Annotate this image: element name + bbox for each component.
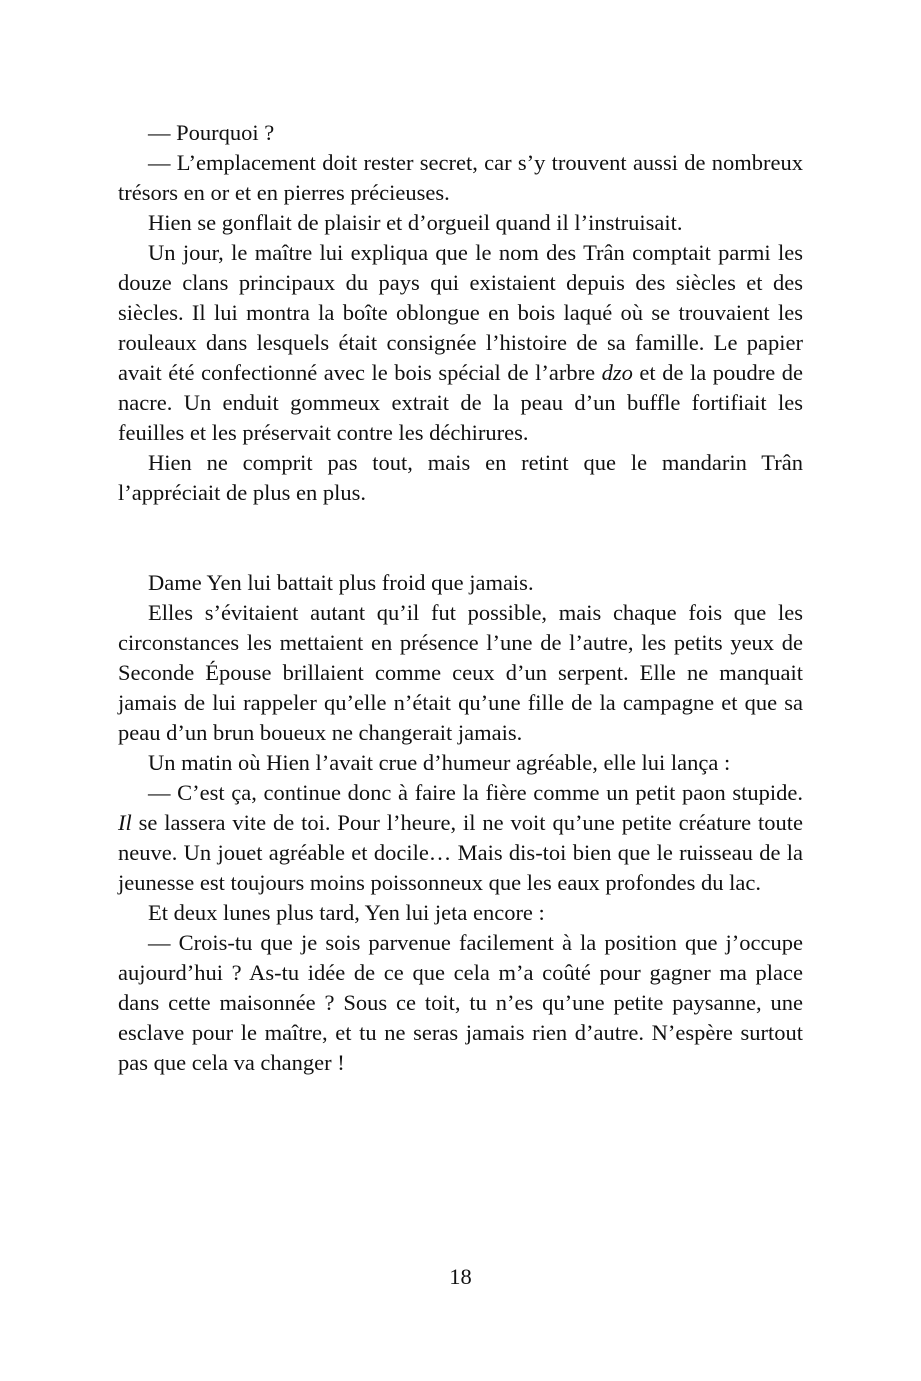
paragraph [118, 238, 803, 448]
text-run: et de la poudre de nacre. Un enduit gommeux extrait de la peau d’un buffle fortifiait les feuilles et les préservait contre les déchirures. [118, 360, 803, 445]
paragraph: Hien se gonflait de plaisir et d’orgueil quand il l’instruisait. [148, 210, 683, 235]
text-run: — C’est ça, continue donc à faire la fière comme un petit paon stupide. [148, 780, 803, 805]
text-run: Un jour, le maître lui expliqua que le nom des Trân comptait parmi les douze clans principaux du pays qui existaient depuis des siècles et des siècles. Il lui montra la boîte oblongue en bois laqué où se trouvaient les rouleaux dans lesquels était consignée l’histoire de sa famille. Le papier avait été confectionné avec le bois spécial de l’arbre [118, 240, 803, 385]
section-break [118, 508, 803, 568]
italic-word: dzo [601, 360, 633, 385]
section-1 [118, 118, 803, 508]
section-2 [118, 568, 803, 1078]
paragraph: Elles s’évitaient autant qu’il fut possible, mais chaque fois que les circonstances les mettaient en présence l’une de l’autre, les petits yeux de Seconde Épouse brillaient comme ceux d’un serpent. Elle ne manquait jamais de lui rappeler qu’elle n’était qu’une fille de la campagne et que sa peau d’un brun boueux ne changerait jamais. [118, 600, 803, 745]
italic-word: Il [118, 810, 132, 835]
paragraph [118, 778, 803, 898]
paragraph: — Crois-tu que je sois parvenue facilement à la position que j’occupe aujourd’hui ? As-tu idée de ce que cela m’a coûté pour gagner ma place dans cette maisonnée ? Sous ce toit, tu n’es qu’une petite paysanne, une esclave pour le maître, et tu ne seras jamais rien d’autre. N’espère surtout pas que cela va changer ! [118, 930, 803, 1075]
paragraph: — L’emplacement doit rester secret, car s’y trouvent aussi de nombreux trésors en or et en pierres précieuses. [118, 150, 803, 205]
text-run: se lassera vite de toi. Pour l’heure, il ne voit qu’une petite créature toute neuve. Un jouet agréable et docile… Mais dis-toi bien que le ruisseau de la jeunesse est toujours moins poissonneux que les eaux profondes du lac. [118, 810, 803, 895]
paragraph: Un matin où Hien l’avait crue d’humeur agréable, elle lui lança : [148, 750, 731, 775]
paragraph: Et deux lunes plus tard, Yen lui jeta encore : [148, 900, 545, 925]
paragraph: — Pourquoi ? [148, 120, 275, 145]
paragraph: Hien ne comprit pas tout, mais en retint que le mandarin Trân l’appréciait de plus en plus. [118, 450, 803, 505]
page-number: 18 [449, 1264, 472, 1289]
page-body [118, 118, 803, 1078]
paragraph: Dame Yen lui battait plus froid que jamais. [148, 570, 534, 595]
